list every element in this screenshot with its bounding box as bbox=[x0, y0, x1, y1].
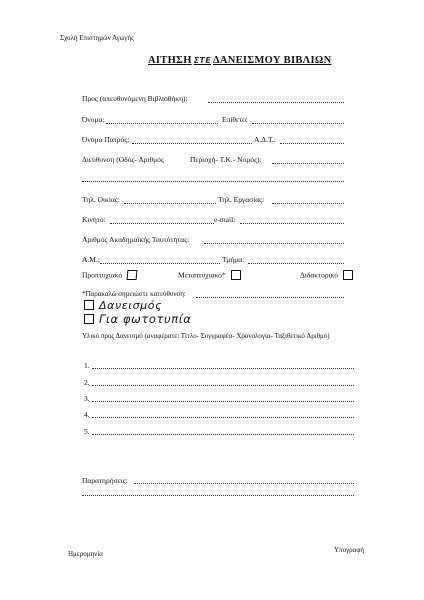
address-continuation-field[interactable] bbox=[82, 181, 344, 182]
item-number-5: 5. bbox=[84, 427, 90, 436]
mobile-label: Κινητό: bbox=[82, 215, 106, 224]
handwritten-photocopy-text: Για φωτοτυπία bbox=[99, 312, 192, 326]
registration-number-field[interactable] bbox=[100, 263, 220, 264]
work-phone-label: Τηλ. Εργασίας: bbox=[218, 195, 265, 204]
remarks-field-1[interactable] bbox=[134, 483, 354, 484]
handwritten-loan-entry bbox=[84, 300, 162, 311]
postgraduate-option bbox=[178, 271, 241, 281]
item-field-5[interactable] bbox=[92, 434, 354, 435]
work-phone-field[interactable] bbox=[272, 203, 344, 204]
handwritten-loan-text: Δανεισμός bbox=[99, 299, 163, 312]
item-field-1[interactable] bbox=[92, 368, 354, 369]
first-name-label: Όνομα: bbox=[82, 115, 105, 124]
department-label: Τμήμα: bbox=[222, 255, 245, 264]
handwritten-checkbox-1 bbox=[84, 300, 94, 310]
handwritten-photocopy-entry bbox=[84, 314, 191, 326]
date-label: Ημερομηνία bbox=[68, 550, 103, 558]
material-label: Υλικό προς Δανεισμό (αναφέρατε: Τίτλο- Συγγραφέα- Χρονολογία- Ταξιθετικό Αριθμό) bbox=[82, 332, 330, 340]
registration-number-label: Α.Μ.: bbox=[82, 255, 100, 264]
student-id-field[interactable] bbox=[204, 243, 344, 244]
home-phone-label: Τηλ. Οικίας: bbox=[82, 195, 120, 204]
id-card-label: Α.Δ.Τ.: bbox=[254, 135, 276, 144]
title-abbreviation: ΣΤΕ bbox=[193, 56, 211, 65]
specialization-note: *Παρακαλώ σημειώστε κατεύθυνση: bbox=[82, 290, 186, 298]
signature-label: Υπογραφή bbox=[334, 546, 365, 554]
undergraduate-checkbox[interactable] bbox=[127, 270, 138, 280]
department-field[interactable] bbox=[248, 263, 344, 264]
home-phone-field[interactable] bbox=[124, 203, 216, 204]
item-number-4: 4. bbox=[84, 410, 90, 419]
surname-field[interactable] bbox=[252, 123, 344, 124]
father-name-field[interactable] bbox=[132, 143, 252, 144]
id-card-field[interactable] bbox=[280, 143, 344, 144]
undergraduate-option bbox=[82, 271, 137, 281]
postgraduate-checkbox[interactable] bbox=[231, 270, 241, 280]
title-prefix: ΑΙΤΗΣΗ bbox=[148, 55, 192, 66]
item-field-4[interactable] bbox=[92, 417, 354, 418]
address-field[interactable] bbox=[272, 163, 344, 164]
email-label: e-mail: bbox=[214, 215, 236, 224]
doctoral-checkbox[interactable] bbox=[343, 270, 353, 280]
doctoral-label: Διδακτορικό bbox=[300, 270, 338, 280]
item-field-2[interactable] bbox=[92, 385, 354, 386]
to-library-field[interactable] bbox=[208, 102, 344, 103]
item-number-3: 3. bbox=[84, 394, 90, 403]
title-suffix: ΔΑΝΕΙΣΜΟΥ ΒΙΒΛΙΩΝ bbox=[212, 55, 332, 66]
school-name: Σχολή Επιστημών Αγωγής bbox=[60, 34, 134, 42]
item-number-1: 1. bbox=[84, 361, 90, 370]
email-field[interactable] bbox=[240, 223, 344, 224]
surname-label: Επίθετο: bbox=[222, 115, 248, 124]
item-number-2: 2. bbox=[84, 378, 90, 387]
remarks-field-2[interactable] bbox=[82, 495, 354, 496]
address-area-label: Περιοχή- Τ.Κ.- Νομός): bbox=[190, 155, 262, 164]
first-name-field[interactable] bbox=[106, 123, 218, 124]
mobile-field[interactable] bbox=[110, 223, 214, 224]
postgraduate-label: Μεταπτυχιακό* bbox=[178, 270, 226, 280]
item-field-3[interactable] bbox=[92, 401, 354, 402]
form-title bbox=[148, 56, 331, 67]
remarks-label: Παρατηρήσεις: bbox=[82, 476, 128, 485]
student-id-label: Αριθμός Ακαδημαϊκής Ταυτότητας: bbox=[82, 235, 190, 244]
doctoral-option bbox=[300, 271, 353, 281]
handwritten-checkbox-2 bbox=[84, 314, 94, 324]
address-label: Διεύθυνση (Οδός- Αριθμός bbox=[82, 155, 164, 164]
to-library-label: Προς (απευθυνόμενη Βιβλιοθήκη): bbox=[82, 94, 188, 103]
undergraduate-label: Προπτυχιακό bbox=[82, 270, 123, 280]
father-name-label: Όνομα Πατρός: bbox=[82, 135, 130, 144]
specialization-field[interactable] bbox=[196, 297, 344, 298]
